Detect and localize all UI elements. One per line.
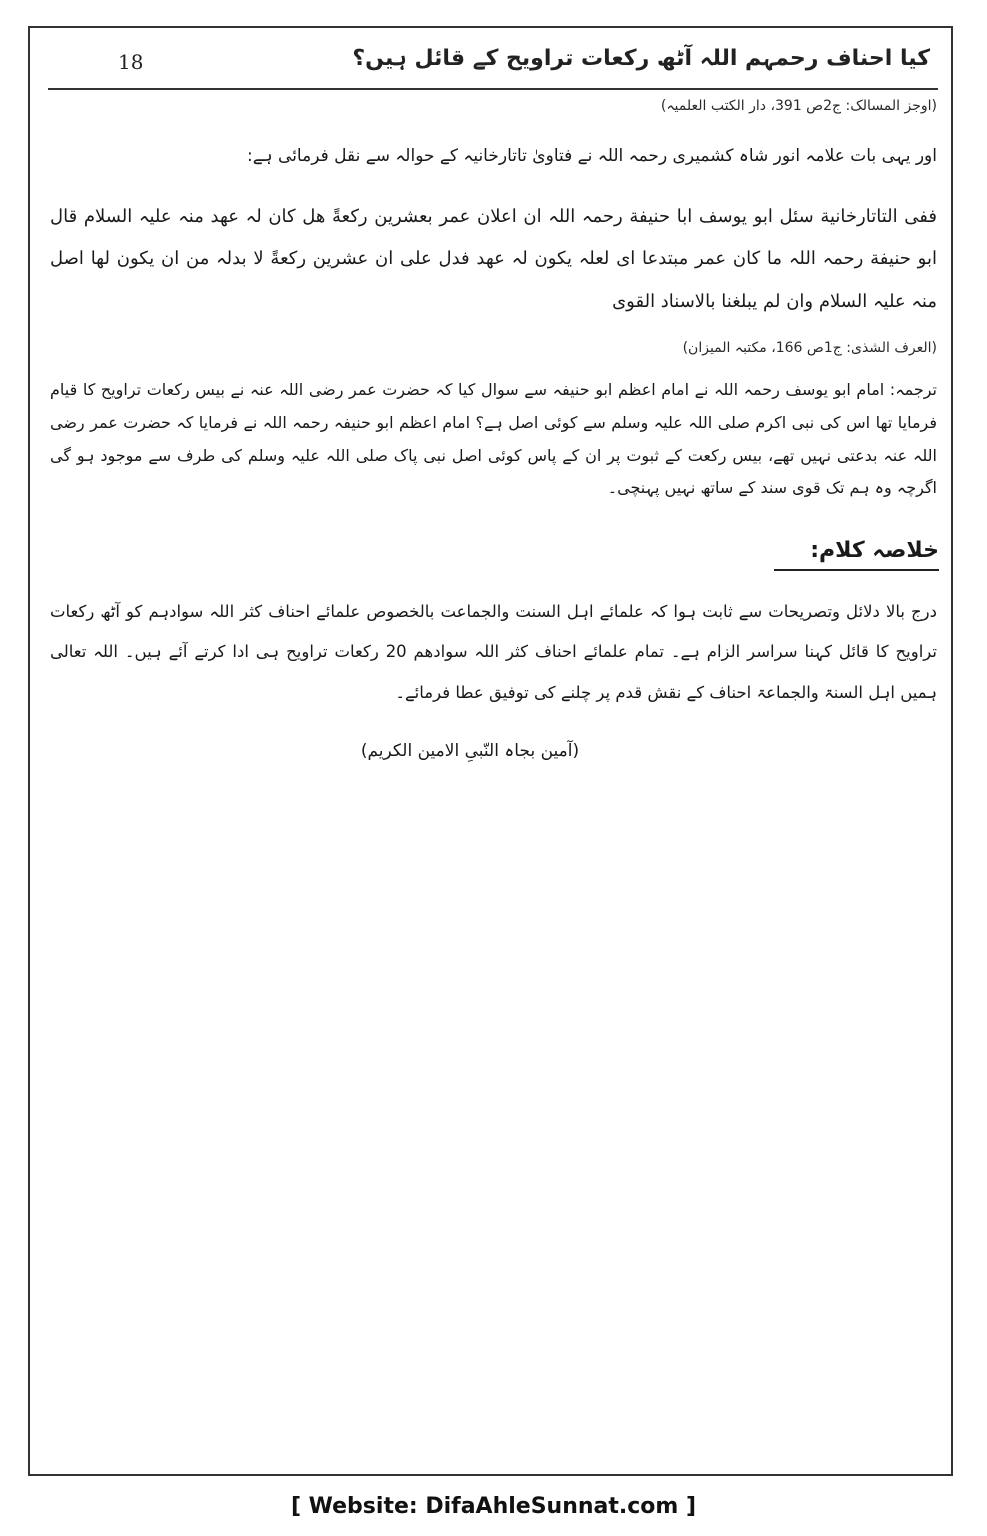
conclusion-paragraph: درج بالا دلائل وتصریحات سے ثابت ہوا کہ علمائے اہل السنت والجماعت بالخصوص علمائے احناف کثر اللہ سوادہم کو آٹھ رکعات تراویح کا قائل کہنا سراسر الزام ہے۔ تمام علمائے احناف کثر اللہ سوادھم 20 رکعات تراویح ہی ادا کرتے آئے ہیں۔ اللہ تعالی ہمیں اہل السنۃ والجماعۃ احناف کے نقش قدم پر چلنے کی توفیق عطا فرمائے۔ (50, 602, 937, 702)
reference-citation-1: (اوجز المسالک: ج2ص 391، دار الکتب العلمیہ) (660, 98, 937, 114)
reference-citation-2: (العرف الشذی: ج1ص 166، مکتبہ المیزان) (682, 340, 937, 356)
intro-paragraph: اور یہی بات علامہ انور شاہ کشمیری رحمہ اللہ نے فتاویٰ تاتارخانیہ کے حوالہ سے نقل فرمائی ہے: (246, 146, 937, 166)
translation-paragraph: ترجمہ: امام ابو یوسف رحمہ اللہ نے امام اعظم ابو حنیفہ سے سوال کیا کہ حضرت عمر رضی اللہ عنہ نے بیس رکعات تراویح کا قیام فرمایا تھا اس کی نبی اکرم صلی اللہ علیہ وسلم سے کوئی اصل ہے؟ امام اعظم ابو حنیفہ رحمہ اللہ نے فرمایا کہ حضرت عمر رضی اللہ عنہ بدعتی نہیں تھے، بیس رکعت کے ثبوت پر ان کے پاس کوئی اصل نبی پاک صلی اللہ علیہ وسلم کی طرف سے موجود ہو گی اگرچہ وہ ہم تک قوی سند کے ساتھ نہیں پہنچی۔ (50, 380, 937, 498)
page-number: 18 (118, 50, 144, 74)
section-heading: خلاصہ کلام: (774, 538, 939, 571)
page-header (48, 40, 938, 90)
running-title: کیا احناف رحمہم اللہ آٹھ رکعات تراویح کے قائل ہیں؟ (352, 46, 930, 71)
website-footer: [ Website: DifaAhleSunnat.com ] (290, 1494, 697, 1519)
arabic-quotation: ففی التاتارخانیة سئل ابو یوسف ابا حنیفة رحمہ اللہ ان اعلان عمر بعشرین رکعةً ھل کان لہ عھد منہ علیہ السلام قال ابو حنیفة رحمہ اللہ ما کان عمر مبتدعا ای لعلہ یکون لہ عھد فدل علی ان عشرین رکعةً لا بدلہ من ان یکون لھا اصل منہ علیہ السلام وان لم یبلغنا بالاسناد القوی (50, 206, 937, 312)
closing-prayer: (آمین بجاہ النّبیِ الامین الکریم) (360, 741, 580, 761)
